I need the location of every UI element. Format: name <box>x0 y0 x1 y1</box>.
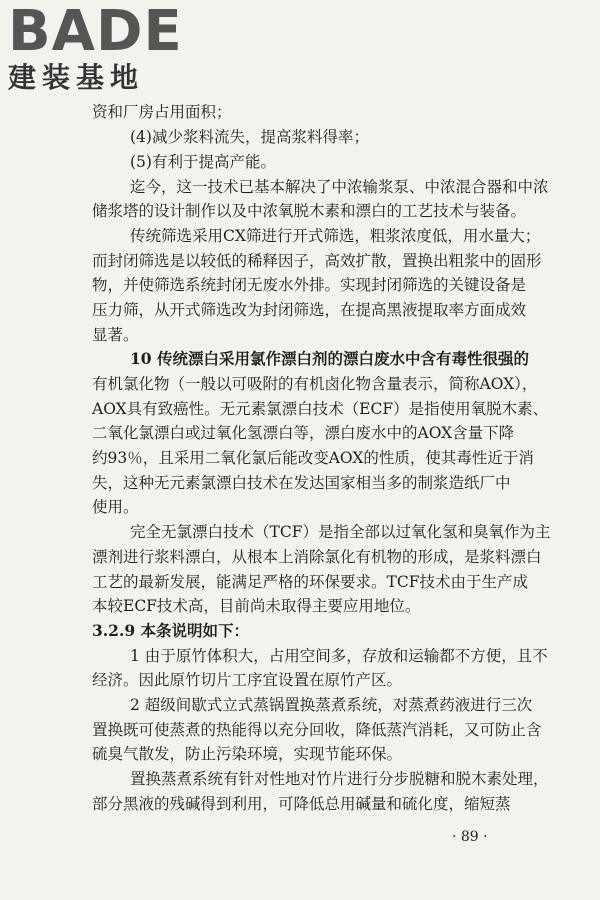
logo-subtitle: 建装基地 <box>8 61 145 94</box>
text-line: 有机氯化物（一般以可吸附的有机卤化物含量表示，简称AOX）， <box>92 375 538 393</box>
text-line: 本较ECF技术高，目前尚未取得主要应用地位。 <box>92 597 421 615</box>
text-line: (4)减少浆料流失，提高浆料得率； <box>130 128 369 146</box>
page-number: · 89 · <box>452 829 488 845</box>
text-line: 硫臭气散发，防止污染环境，实现节能环保。 <box>92 745 403 763</box>
text-line: 3.2.9 本条说明如下： <box>92 621 250 640</box>
text-line: 储浆塔的设计制作以及中浓氧脱木素和漂白的工艺技术与装备。 <box>92 202 527 220</box>
text-line: 迄今，这一技术已基本解决了中浓输浆泵、中浓混合器和中浓 <box>130 178 549 196</box>
text-line: 而封闭筛选是以较低的稀释因子，高效扩散，置换出粗浆中的固形 <box>92 252 542 270</box>
text-line: 经济。因此原竹切片工序宜设置在原竹产区。 <box>92 671 403 689</box>
text-line: 工艺的最新发展，能满足严格的环保要求。TCF技术由于生产成 <box>92 573 528 591</box>
text-line: 传统筛选采用CX筛进行开式筛选，粗浆浓度低，用水量大； <box>130 227 541 245</box>
text-line: AOX具有致癌性。无元素氯漂白技术（ECF）是指使用氧脱木素、 <box>92 400 549 418</box>
text-line: 物，并使筛选系统封闭无废水外排。实现封闭筛选的关键设备是 <box>92 276 527 294</box>
text-line: 1 由于原竹体积大，占用空间多，存放和运输都不方便，且不 <box>130 647 548 665</box>
logo-brand: BADE <box>8 0 183 64</box>
text-line: 二氧化氯漂白或过氧化氢漂白等，漂白废水中的AOX含量下降 <box>92 424 515 442</box>
text-line: 完全无氯漂白技术（TCF）是指全部以过氧化氢和臭氧作为主 <box>130 523 551 541</box>
text-line: 部分黑液的残碱得到利用，可降低总用碱量和硫化度，缩短蒸 <box>92 795 511 813</box>
text-line: 置换既可使蒸煮的热能得以充分回收，降低蒸汽消耗，又可防止含 <box>92 721 542 739</box>
text-line: 使用。 <box>92 498 139 516</box>
text-line: 10 传统漂白采用氯作漂白剂的漂白废水中含有毒性很强的 <box>130 349 529 368</box>
text-line: 显著。 <box>92 326 139 344</box>
text-line: 置换蒸煮系统有针对性地对竹片进行分步脱糖和脱木素处理， <box>130 770 549 788</box>
text-line: (5)有利于提高产能。 <box>130 153 276 171</box>
text-line: 约93％，且采用二氧化氯后能改变AOX的性质，使其毒性近于消 <box>92 449 534 467</box>
text-line: 漂剂进行浆料漂白，从根本上消除氯化有机物的形成，是浆料漂白 <box>92 548 542 566</box>
text-line: 压力筛，从开式筛选改为封闭筛选，在提高黑液提取率方面成效 <box>92 301 527 319</box>
text-line: 2 超级间歇式立式蒸锅置换蒸煮系统，对蒸煮药液进行三次 <box>130 696 533 714</box>
text-line: 资和厂房占用面积； <box>92 103 232 121</box>
text-line: 失，这种无元素氯漂白技术在发达国家相当多的制浆造纸厂中 <box>92 474 511 492</box>
